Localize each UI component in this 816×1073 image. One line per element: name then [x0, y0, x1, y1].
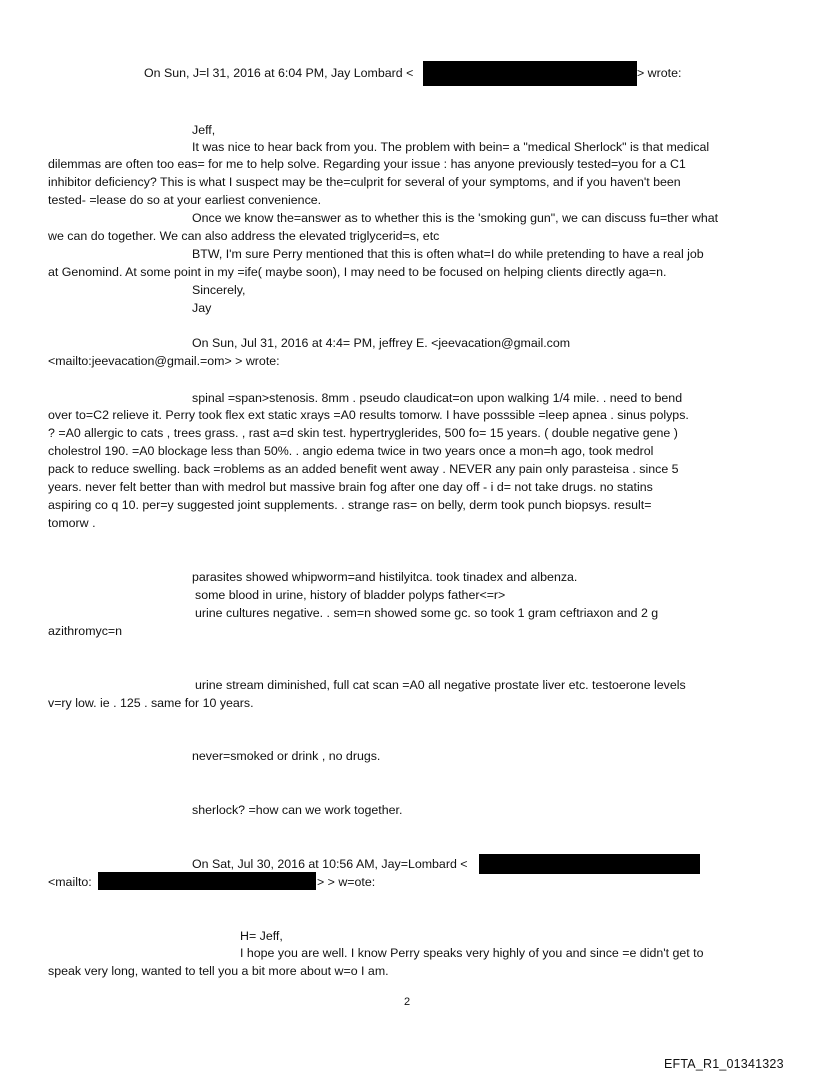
body1-line: tomorw . — [48, 516, 96, 530]
redaction-box — [423, 61, 637, 86]
body1-line: ? =A0 allergic to cats , trees grass. , rast a=d skin test. hypertryglerides, 500 fo= 15 years. ( double negative gene ) — [48, 426, 678, 440]
reply-p1-line: tested- =lease do so at your earliest convenience. — [48, 193, 322, 207]
reply-p1-line: It was nice to hear back from you. The problem with bein= a "medical Sherlock" is that medical — [192, 140, 710, 154]
reply-greeting: Jeff, — [192, 123, 216, 137]
body2-never: never=smoked or drink , no drugs. — [192, 749, 381, 763]
reply-p1-line: dilemmas are often too eas= for me to help solve. Regarding your issue : has anyone previously tested=you for a C1 — [48, 157, 686, 171]
body2-stream: urine stream diminished, full cat scan =A0 all negative prostate liver etc. testoerone levels — [195, 678, 686, 692]
body2-cultures-cont: azithromyc=n — [48, 624, 123, 638]
document-id: EFTA_R1_01341323 — [664, 1057, 784, 1071]
quote2-wrote: > > w=ote: — [317, 875, 376, 889]
page-number: 2 — [404, 996, 411, 1008]
reply-signoff: Sincerely, — [192, 283, 246, 297]
letter-line: speak very long, wanted to tell you a bit more about w=o I am. — [48, 964, 389, 978]
header-from-text: On Sun, J=l 31, 2016 at 6:04 PM, Jay Lombard < — [144, 66, 414, 80]
reply-p3-line: BTW, I'm sure Perry mentioned that this is often what=I do while pretending to have a real job — [192, 247, 704, 261]
body2-cultures: urine cultures negative. . sem=n showed some gc. so took 1 gram ceftriaxon and 2 g — [195, 606, 659, 620]
redaction-box — [479, 854, 700, 874]
quote1-header: On Sun, Jul 31, 2016 at 4:4= PM, jeffrey E. <jeevacation@gmail.com — [192, 336, 571, 350]
reply-p2-line: Once we know the=answer as to whether this is the 'smoking gun", we can discuss fu=ther what — [192, 211, 719, 225]
reply-p3-line: at Genomind. At some point in my =ife( maybe soon), I may need to be focused on helping clients directly aga=n. — [48, 265, 667, 279]
letter-line: I hope you are well. I know Perry speaks very highly of you and since =e didn't get to — [240, 946, 704, 960]
header-wrote: > wrote: — [637, 66, 682, 80]
body1-line: aspiring co q 10. per=y suggested joint supplements. . strange ras= on belly, derm took punch biopsys. result= — [48, 498, 652, 512]
body1-line: over to=C2 relieve it. Perry took flex ext static xrays =A0 results tomorw. I have posssible =leep apnea . sinus polyps. — [48, 408, 689, 422]
quote1-mailto: <mailto:jeevacation@gmail.=om> > wrote: — [48, 354, 280, 368]
body1-line: years. never felt better than with medrol but massive brain fog after one day off - i d= not take drugs. no statins — [48, 480, 653, 494]
header-from-line — [144, 65, 413, 81]
redaction-box — [98, 872, 316, 890]
letter-greeting: H= Jeff, — [240, 929, 283, 943]
body1-line: cholestrol 190. =A0 blockage less than 50%. . angio edema twice in two years once a mon=h ago, took medrol — [48, 444, 654, 458]
reply-p2-line: we can do together. We can also address the elevated triglycerid=s, etc — [48, 229, 440, 243]
body1-line: spinal =span>stenosis. 8mm . pseudo claudicat=on upon walking 1/4 mile. . need to bend — [192, 391, 683, 405]
body2-sherlock: sherlock? =how can we work together. — [192, 803, 403, 817]
body2-parasites: parasites showed whipworm=and histilyitca. took tinadex and albenza. — [192, 570, 578, 584]
reply-signature: Jay — [192, 301, 212, 315]
quote2-mailto: <mailto: — [48, 875, 92, 889]
reply-p1-line: inhibitor deficiency? This is what I suspect may be the=culprit for several of your symptoms, and if you haven't been — [48, 175, 681, 189]
body2-stream-cont: v=ry low. ie . 125 . same for 10 years. — [48, 696, 254, 710]
quote2-header: On Sat, Jul 30, 2016 at 10:56 AM, Jay=Lombard < — [192, 857, 468, 871]
body2-blood: some blood in urine, history of bladder polyps father<=r> — [195, 588, 506, 602]
body1-line: pack to reduce swelling. back =roblems as an added benefit went away . NEVER any pain only parasteisa . since 5 — [48, 462, 679, 476]
